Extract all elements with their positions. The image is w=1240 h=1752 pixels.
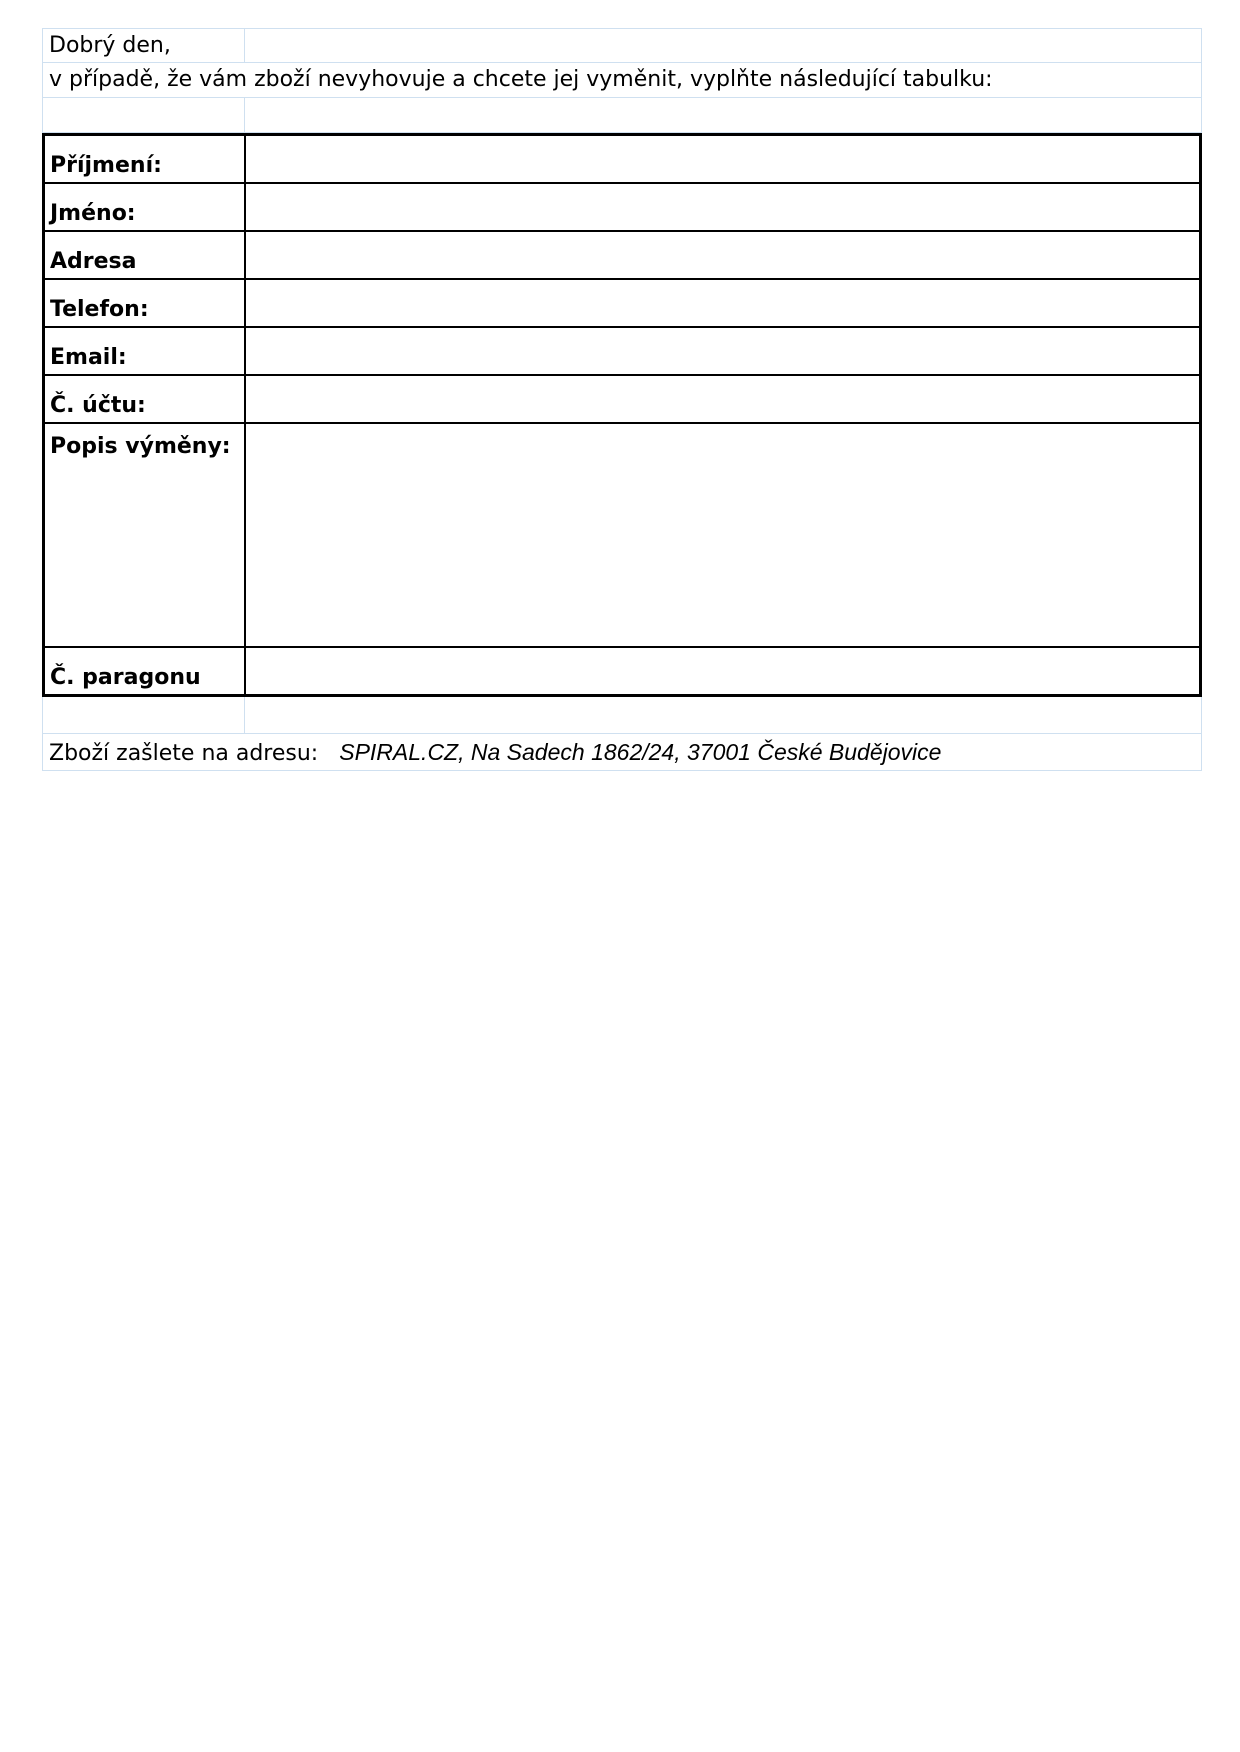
surname-field[interactable] [246, 136, 1199, 182]
exchange-description-field[interactable] [246, 424, 1199, 646]
form-row-address [45, 230, 1199, 278]
email-field[interactable] [246, 328, 1199, 374]
address-label: Adresa [45, 232, 246, 278]
exchange-form-table [42, 133, 1202, 697]
account-number-label: Č. účtu: [45, 376, 246, 422]
greeting-text: Dobrý den, [49, 33, 171, 58]
shipping-address-value: SPIRAL.CZ, Na Sadech 1862/24, 37001 České Budějovice [339, 739, 942, 765]
address-field[interactable] [246, 232, 1199, 278]
phone-field[interactable] [246, 280, 1199, 326]
return-form-sheet [42, 28, 1202, 771]
form-row-email [45, 326, 1199, 374]
shipping-address-label: Zboží zašlete na adresu: [49, 741, 319, 766]
instruction-text: v případě, že vám zboží nevyhovuje a chcete jej vyměnit, vyplňte následující tabulku: [49, 67, 993, 92]
email-label: Email: [45, 328, 246, 374]
form-row-account [45, 374, 1199, 422]
form-row-first-name [45, 182, 1199, 230]
greeting-row [42, 28, 1202, 63]
first-name-field[interactable] [246, 184, 1199, 230]
first-name-label: Jméno: [45, 184, 246, 230]
surname-label: Příjmení: [45, 136, 246, 182]
instruction-row [42, 63, 1202, 98]
spacer-row [42, 98, 1202, 133]
form-row-surname [45, 136, 1199, 182]
spacer-row-bottom [42, 697, 1202, 734]
exchange-description-label: Popis výměny: [45, 424, 246, 646]
receipt-number-field[interactable] [246, 648, 1199, 694]
form-row-receipt [45, 646, 1199, 694]
account-number-field[interactable] [246, 376, 1199, 422]
shipping-address-row [42, 734, 1202, 771]
phone-label: Telefon: [45, 280, 246, 326]
form-row-phone [45, 278, 1199, 326]
form-row-exchange-description [45, 422, 1199, 646]
receipt-number-label: Č. paragonu [45, 648, 246, 694]
